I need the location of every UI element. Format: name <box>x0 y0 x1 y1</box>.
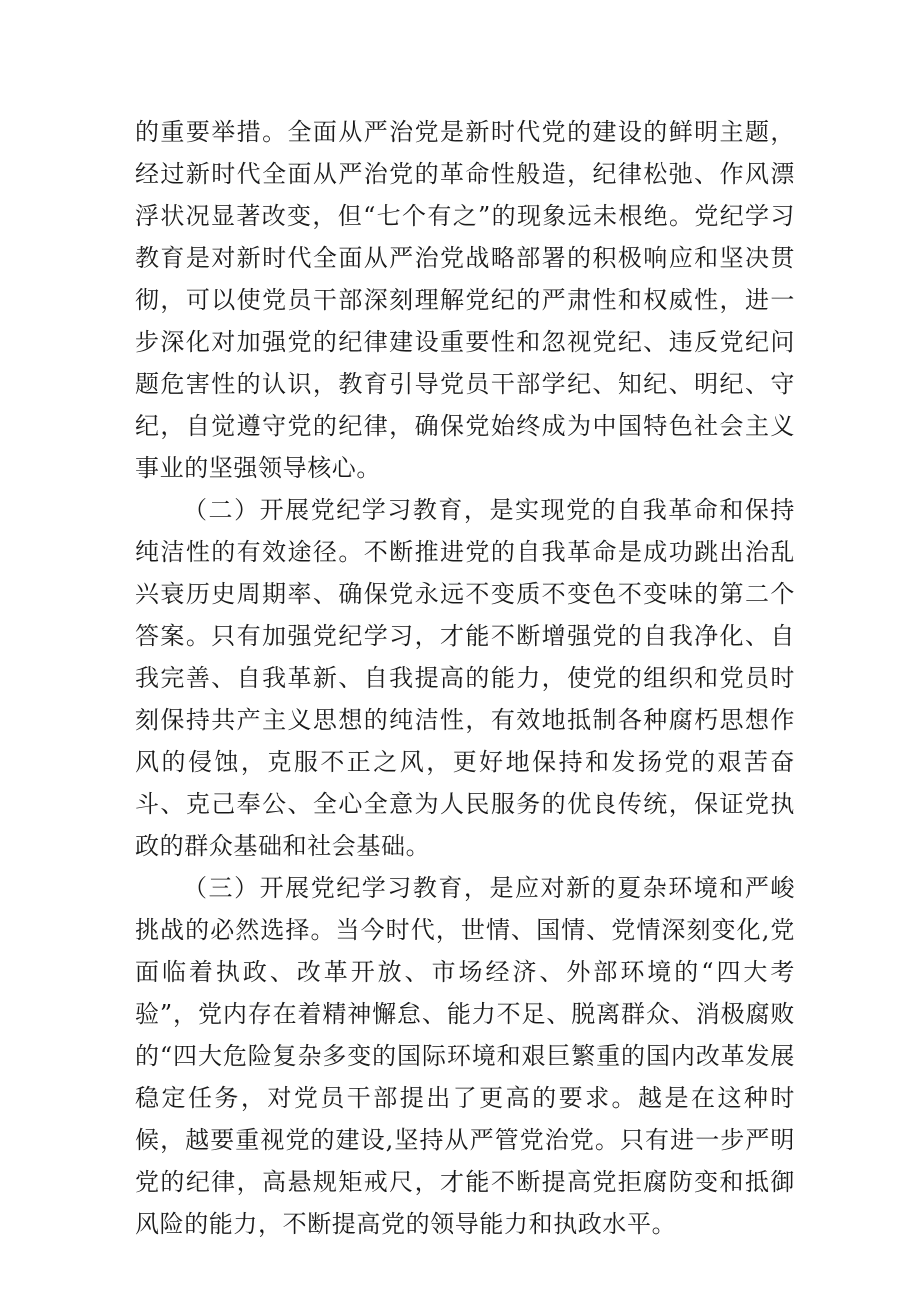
paragraph-section-two: （二）开展党纪学习教育，是实现党的自我革命和保持纯洁性的有效途径。不断推进党的自我革命是成功跳出治乱兴衰历史周期率、确保党永远不变质不变色不变味的第二个答案。只有加强党纪学习，才能不断增强党的自我净化、自我完善、自我革新、自我提高的能力，使党的组织和党员时刻保持共产主义思想的纯洁性，有效地抵制各种腐朽思想作风的侵蚀，克服不正之风，更好地保持和发扬党的艰苦奋斗、克己奉公、全心全意为人民服务的优良传统，保证党执政的群众基础和社会基础。 <box>135 496 795 860</box>
paragraph-continuation: 的重要举措。全面从严治党是新时代党的建设的鲜明主题，经过新时代全面从严治党的革命性般造，纪律松弛、作风漂浮状况显著改变，但“七个有之”的现象远未根绝。党纪学习教育是对新时代全面从严治党战略部署的积极响应和坚决贯彻，可以使党员干部深刻理解党纪的严肃性和权威性，进一步深化对加强党的纪律建设重要性和忽视党纪、违反党纪问题危害性的认识，教育引导党员干部学纪、知纪、明纪、守纪，自觉遵守党的纪律，确保党始终成为中国特色社会主义事业的坚强领导核心。 <box>135 118 795 482</box>
paragraph-section-three: （三）开展党纪学习教育，是应对新的夏杂环境和严峻挑战的必然选择。当今时代，世情、国情、党情深刻变化,党面临着执政、改革开放、市场经济、外部环境的“四大考验”，党内存在着精神懈怠、能力不足、脱离群众、消极腐败的“四大危险复杂多变的国际环境和艰巨繁重的国内改革发展稳定任务，对党员干部提出了更高的要求。越是在这种时候，越要重视党的建设,坚持从严管党治党。只有进一步严明党的纪律，高悬规矩戒尺，才能不断提高党拒腐防变和抵御风险的能力，不断提高党的领导能力和执政水平。 <box>135 874 795 1238</box>
document-body <box>135 111 795 1245</box>
